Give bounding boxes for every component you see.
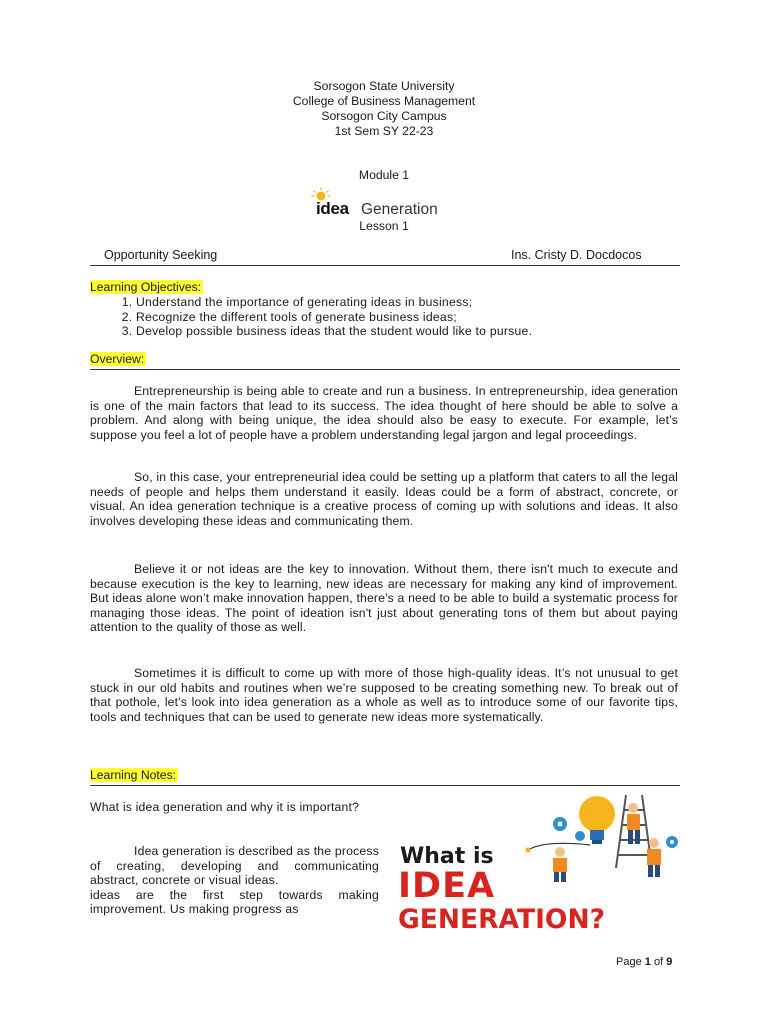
overview-body <box>90 384 678 442</box>
notes-heading: Learning Notes: <box>90 768 177 782</box>
overview-body <box>90 470 678 528</box>
page-current: 1 <box>644 956 651 968</box>
page-number <box>616 956 672 968</box>
objectives-heading: Learning Objectives: <box>90 280 202 294</box>
objective-item: 2. Recognize the different tools of generate business ideas; <box>136 310 680 325</box>
objectives-section <box>90 280 203 294</box>
overview-paragraph: Entrepreneurship is being able to create and run a business. In entrepreneurship, idea generation is one of the main factors that lead to its success. The idea thought of here should be able to solve a problem. And along with being unique, the idea should also be easy to execute. For example, let’s suppose you feel a lot of people have a problem understanding legal jargon and legal proceedings. <box>90 384 678 442</box>
lesson-topic: Opportunity Seeking <box>104 248 218 262</box>
page-label: Page <box>616 956 642 968</box>
image-title-line1: What is <box>400 844 494 869</box>
overview-body <box>90 666 678 724</box>
instructor-name: Ins. Cristy D. Docdocos <box>511 248 642 262</box>
page-total: 9 <box>666 956 673 968</box>
notes-question-text: What is idea generation and why it is important? <box>90 800 360 814</box>
notes-definition <box>90 844 379 917</box>
divider <box>90 369 680 370</box>
semester-label: 1st Sem SY 22-23 <box>334 124 434 138</box>
notes-heading-wrap <box>90 768 178 782</box>
logo-word-idea: idea <box>316 199 349 218</box>
college-name: College of Business Management <box>292 94 476 108</box>
objective-item: 3. Develop possible business ideas that the student would like to pursue. <box>136 324 680 339</box>
lesson-label: Lesson 1 <box>359 219 409 233</box>
divider <box>90 785 680 786</box>
overview-paragraph: So, in this case, your entrepreneurial idea could be setting up a platform that caters to all the legal needs of people and helps them understand it easily. Ideas could be a form of abstract, concrete, or visual. An idea generation technique is a creative process of coming up with solutions and ideas. It also involves developing these ideas and communicating them. <box>90 470 678 528</box>
university-name: Sorsogon State University <box>313 79 455 93</box>
image-title-line3: GENERATION? <box>398 904 606 935</box>
logo-word-generation: Generation <box>361 201 438 218</box>
overview-heading-wrap <box>90 352 146 366</box>
campus-name: Sorsogon City Campus <box>321 109 447 123</box>
page-of-label: of <box>653 956 664 968</box>
notes-definition-text: Idea generation is described as the process of creating, developing and communicating abstract, concrete or visual ideas. <box>90 844 379 888</box>
module-label: Module 1 <box>358 168 410 182</box>
notes-question <box>90 800 379 815</box>
overview-paragraph: Believe it or not ideas are the key to innovation. Without them, there isn't much to execute and because execution is the key to learning, new ideas are necessary for making any kind of improvement. But ideas alone won’t make innovation happen, there’s a need to be able to build a systematic process for managing those ideas. The point of ideation isn't just about generating tons of them but about paying attention to the quality of those as well. <box>90 562 678 635</box>
image-title-line2: IDEA <box>398 866 496 906</box>
objectives-list <box>90 295 680 339</box>
objective-item: 1. Understand the importance of generating ideas in business; <box>136 295 680 310</box>
divider <box>90 265 680 266</box>
idea-generation-illustration <box>390 790 680 940</box>
overview-heading: Overview: <box>90 352 145 366</box>
notes-continuation-text: ideas are the first step towards making improvement. Us making progress as <box>90 887 379 917</box>
overview-body <box>90 562 678 635</box>
overview-paragraph: Sometimes it is difficult to come up with more of those high-quality ideas. It’s not unusual to get stuck in our old habits and routines when we’re supposed to be creating something new. To break out of that pothole, let’s look into idea generation as a whole as well as to introduce some of our favorite tips, tools and techniques that can be used to generate new ideas more systematically. <box>90 666 678 724</box>
